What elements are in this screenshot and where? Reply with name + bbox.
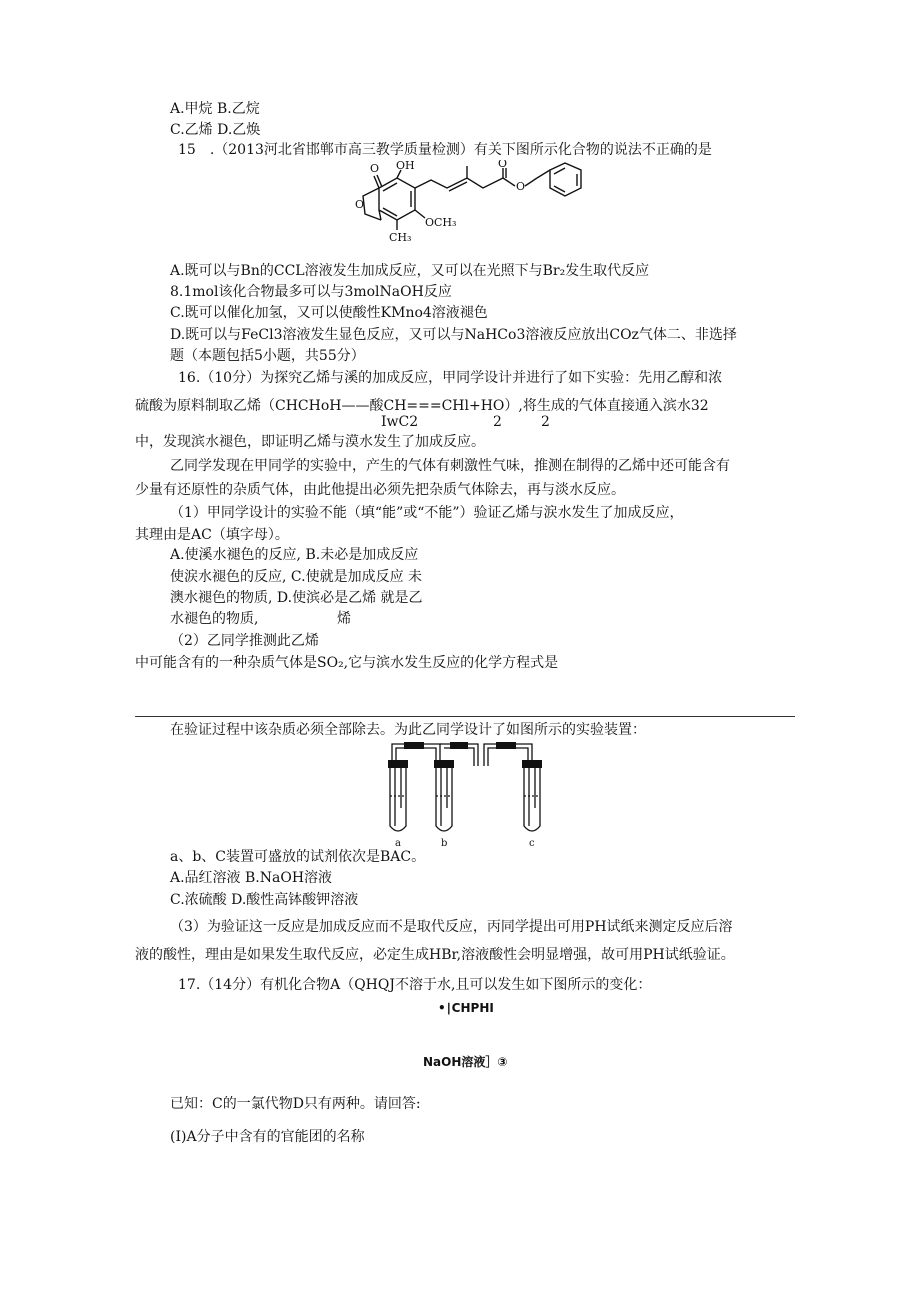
q14-option-cd: C.乙烯 D.乙焕 (170, 122, 261, 138)
struct-label-o-top: O (370, 162, 380, 175)
q15-option-d: D.既可以与FeCl3溶液发生显色反应，又可以与NaHCo3溶液反应放出COz气体二、非选择 (170, 327, 737, 343)
struct-label-ch3: CH₃ (389, 231, 412, 244)
struct-label-ester-o2: O (516, 180, 526, 193)
tube-label-a: a (395, 838, 401, 849)
q16-line-1: 16.（10分）为探究乙烯与溪的加成反应，甲同学设计并进行了如下实验：先用乙醇和浓 (178, 370, 723, 386)
q16-line-18: C.浓硫酸 D.酸性高钵酸钾溶液 (170, 892, 359, 908)
q16-line-6: 少量有还原性的杂质气体，由此他提出必须先把杂质气体除去，再与淡水反应。 (135, 482, 625, 498)
struct-label-oh: OH (396, 160, 415, 172)
answer-blank-line (135, 716, 795, 717)
q15-stem: 15 .（2013河北省邯郸市高三教学质量检测）有关下图所示化合物的说法不正确的是 (178, 142, 712, 158)
stopper-b (434, 760, 454, 768)
test-tube-b (436, 768, 452, 831)
q16-line-13: （2）乙同学推测此乙烯 (170, 633, 319, 649)
q16-line-20: 液的酸性，理由是如果发生取代反应，必定生成HBr,溶液酸性会明显增强，故可用PH试纸验证。 (135, 947, 735, 963)
q16-line-10: 使涙水褪色的反应, C.使就是加成反应 未 (170, 569, 423, 585)
q17-diagram-label-2: NaOH溶液］③ (423, 1055, 508, 1069)
q16-line-12a: 水褪色的物质, (170, 611, 259, 627)
q16-line-7: （1）甲同学设计的实验不能（填“能”或“不能”）验证乙烯与涙水发生了加成反应， (170, 505, 684, 521)
q15-molecule-structure (345, 160, 605, 245)
q17-line-2: 已知：C的一氯代物D只有两种。请回答: (170, 1096, 421, 1112)
q16-line-5: 乙同学发现在甲同学的实验中，产生的气体有刺激性气味，推测在制得的乙烯中还可能含有 (170, 458, 730, 474)
benzene-ring-core (379, 178, 415, 220)
q16-line-16: a、b、C装置可盛放的试剂依次是BAC。 (170, 849, 426, 865)
test-tube-c (524, 768, 540, 831)
q14-option-ab: A.甲烷 B.乙烷 (170, 101, 260, 117)
q16-line-3c: 2 (541, 414, 550, 430)
q17-line-1: 17.（14分）有机化合物A（QHQJ不溶于水,且可以发生如下图所示的变化： (178, 977, 652, 993)
q16-line-4: 中，发现滨水褪色，即证明乙烯与漠水发生了加成反应。 (135, 434, 485, 450)
q15-option-a: A.既可以与Bn的CCL溶液发生加成反应，又可以在光照下与Br₂发生取代反应 (170, 263, 650, 279)
lactone-ring (363, 188, 381, 220)
q16-line-15: 在验证过程中该杂质必须全部除去。为此乙同学设计了如图所示的实验装置： (170, 722, 646, 738)
test-tube-a (390, 768, 406, 831)
q16-line-17: A.品红溶液 B.NaOH溶液 (170, 870, 333, 886)
struct-label-och3: OCH₃ (425, 216, 457, 229)
section-header: 题（本题包括5小题，共55分） (170, 348, 365, 364)
q16-line-3a: IwC2 (381, 414, 419, 430)
tube-label-c: c (529, 838, 535, 849)
q16-line-3b: 2 (493, 414, 502, 430)
q16-line-12b: 烯 (337, 611, 351, 627)
struct-label-ester-o: O (498, 160, 508, 170)
q16-line-14: 中可能含有的一种杂质气体是SO₂,它与滨水发生反应的化学方程式是 (135, 655, 559, 671)
stopper-c (522, 760, 542, 768)
q16-line-11: 澳水褪色的物质, D.使滨必是乙烯 就是乙 (170, 590, 423, 606)
q16-line-19: （3）为验证这一反应是加成反应而不是取代反应，丙同学提出可用PH试纸来测定反应后溶 (170, 919, 733, 935)
q15-option-c: C.既可以催化加氢，又可以使酸性KMno4溶液褪色 (170, 305, 488, 321)
q16-line-9: A.使溪水褪色的反应, B.未必是加成反应 (170, 547, 419, 563)
stopper-a (388, 760, 408, 768)
q15-option-b: 8.1mol该化合物最多可以与3molNaOH反应 (170, 284, 452, 300)
q16-line-8: 其理由是AC（填字母）。 (135, 527, 289, 543)
q16-line-2: 硫酸为原料制取乙烯（CHCHoH——酸CH===CHl+HO）,将生成的气体直接通入滨水32 (135, 398, 709, 414)
q17-line-3: (I)A分子中含有的官能团的名称 (170, 1129, 365, 1145)
q17-diagram-label-1: •∣CHPHI (438, 1001, 494, 1015)
tube-label-b: b (441, 838, 448, 849)
washing-bottles-apparatus (378, 738, 558, 850)
struct-label-ring-o: O (355, 198, 365, 211)
